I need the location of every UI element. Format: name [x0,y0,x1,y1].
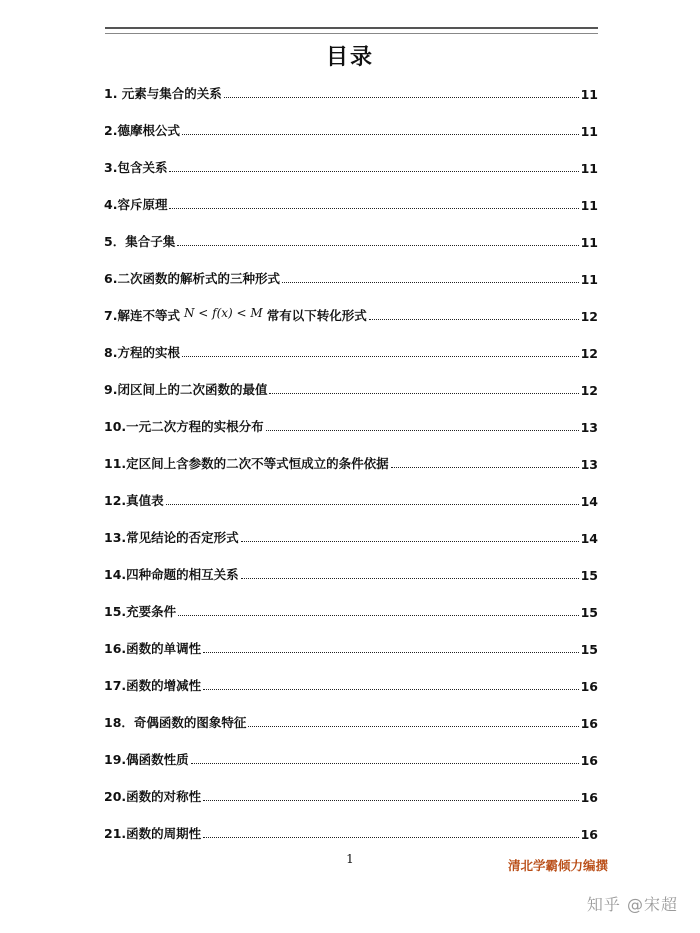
toc-entry-page: 16 [580,753,598,768]
toc-entry-page: 11 [580,161,598,176]
toc-entry-title: 21.函数的周期性 [104,826,202,841]
toc-entry-label [104,121,180,139]
toc-entry-label [104,787,201,805]
toc-entry-page: 12 [580,309,598,324]
toc-leader-dots [203,836,578,838]
toc-entry[interactable] [104,413,598,435]
toc-entry[interactable] [104,154,598,176]
toc-leader-dots [266,429,579,431]
toc-entry[interactable] [104,228,598,250]
toc-entry-title: 7.解连不等式 [104,308,180,323]
toc-leader-dots [191,762,579,764]
toc-entry-label [104,713,246,731]
toc-leader-dots [169,170,578,172]
page-number: 1 [346,852,354,866]
toc-entry-label [104,750,189,768]
toc-entry[interactable] [104,783,598,805]
toc-leader-dots [269,392,578,394]
toc-entry[interactable] [104,117,598,139]
toc-entry-title: 1. 元素与集合的关系 [104,86,222,101]
toc-entry-page: 12 [580,383,598,398]
toc-entry-title: 18．奇偶函数的图象特征 [104,715,247,730]
toc-entry-page: 13 [580,457,598,472]
toc-entry[interactable] [104,487,598,509]
toc-entry-label [104,602,176,620]
header-rule-thin [105,33,598,34]
toc-leader-dots [182,355,579,357]
toc-entry[interactable] [104,265,598,287]
toc-entry[interactable] [104,191,598,213]
toc-entry-label [104,232,175,250]
toc-entry-title: 4.容斥原理 [104,197,168,212]
toc-entry-title: 13.常见结论的否定形式 [104,530,239,545]
toc-entry[interactable] [104,302,598,324]
toc-entry-label [104,676,201,694]
toc-entry-page: 15 [580,642,598,657]
toc-entry-label [104,195,167,213]
toc-entry-label [104,84,222,102]
toc-entry-title-continued: 常有以下转化形式 [266,308,367,323]
header-rule-thick [105,27,598,29]
toc-leader-dots [282,281,579,283]
toc-entry-title: 3.包含关系 [104,160,168,175]
toc-entry-title: 16.函数的单调性 [104,641,202,656]
toc-entry-page: 13 [580,420,598,435]
toc-entry-page: 15 [580,568,598,583]
toc-entry[interactable] [104,598,598,620]
toc-leader-dots [248,725,578,727]
toc-entry[interactable] [104,450,598,472]
toc-leader-dots [203,651,578,653]
toc-entry-label [104,491,164,509]
toc-leader-dots [369,318,579,320]
publisher-credit: 清北学霸倾力编撰 [507,858,608,873]
toc-entry-page: 15 [580,605,598,620]
toc-entry-page: 11 [580,198,598,213]
toc-entry-formula: N < f(x) < M [183,306,263,320]
toc-entry[interactable] [104,376,598,398]
toc-leader-dots [203,799,578,801]
toc-entry[interactable] [104,561,598,583]
toc-entry-label [104,528,239,546]
toc-leader-dots [166,503,579,505]
toc-entry-page: 11 [580,235,598,250]
toc-entry-title: 2.德摩根公式 [104,123,180,138]
toc-entry-title: 10.一元二次方程的实根分布 [104,419,264,434]
toc-leader-dots [169,207,578,209]
toc-leader-dots [178,614,578,616]
watermark: 知乎 @宋超 [586,895,678,914]
toc-entry[interactable] [104,339,598,361]
toc-leader-dots [177,244,578,246]
toc-entry-title: 19.偶函数性质 [104,752,189,767]
toc-entry-label [104,158,167,176]
toc-entry-title: 11.定区间上含参数的二次不等式恒成立的条件依据 [104,456,389,471]
toc-entry-label [104,380,267,398]
toc-entry-title: 15.充要条件 [104,604,177,619]
toc-entry-label [104,824,201,842]
toc-entry[interactable] [104,709,598,731]
toc-entry[interactable] [104,80,598,102]
toc-entry-title: 5．集合子集 [104,234,176,249]
toc-entry-page: 16 [580,679,598,694]
toc-entry[interactable] [104,635,598,657]
toc-leader-dots [182,133,579,135]
toc-entry-title: 8.方程的实根 [104,345,180,360]
toc-entry-page: 11 [580,87,598,102]
toc-entry[interactable] [104,524,598,546]
toc-leader-dots [241,540,579,542]
toc-entry-label [104,565,239,583]
page-title: 目录 [325,45,374,70]
toc-entry[interactable] [104,820,598,842]
toc-entry-page: 11 [580,124,598,139]
toc-leader-dots [224,96,579,98]
toc-leader-dots [241,577,579,579]
toc-entry-title: 6.二次函数的解析式的三种形式 [104,271,280,286]
toc-entry-page: 16 [580,827,598,842]
toc-entry-page: 14 [580,531,598,546]
toc-entry-title: 14.四种命题的相互关系 [104,567,239,582]
toc-entry[interactable] [104,672,598,694]
toc-entry-label [104,306,367,324]
toc-entry-label [104,343,180,361]
toc-entry-label [104,269,280,287]
toc-entry-label [104,454,389,472]
toc-entry[interactable] [104,746,598,768]
toc-entry-title: 12.真值表 [104,493,164,508]
toc-entry-page: 14 [580,494,598,509]
toc-entry-label [104,639,201,657]
toc-entry-title: 9.闭区间上的二次函数的最值 [104,382,268,397]
toc-leader-dots [391,466,579,468]
toc-entry-title: 17.函数的增减性 [104,678,202,693]
toc-entry-title: 20.函数的对称性 [104,789,202,804]
toc-leader-dots [203,688,578,690]
toc-entry-page: 12 [580,346,598,361]
toc-entry-page: 11 [580,272,598,287]
toc-entry-page: 16 [580,790,598,805]
toc-entry-label [104,417,264,435]
toc-entry-page: 16 [580,716,598,731]
